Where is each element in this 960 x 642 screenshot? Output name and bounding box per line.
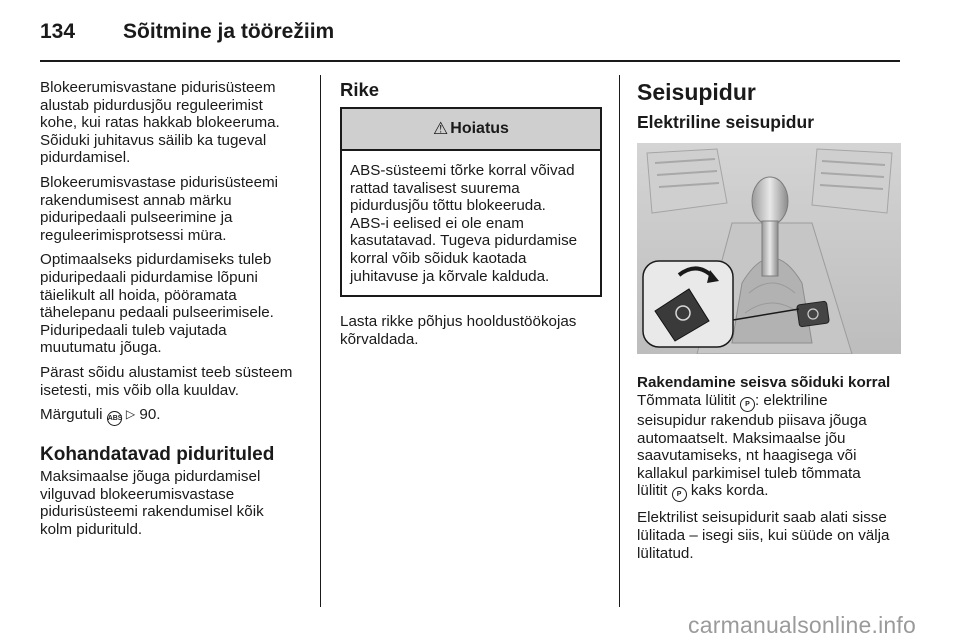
text-line: kallakul parkimisel tuleb tõmmata [637,464,861,482]
paragraph-always-engage [637,509,903,562]
text-segment: : elektriline [754,392,828,409]
text-line [637,392,903,412]
subheading-electric-parking-brake: Elektriline seisupidur [637,112,814,132]
text-segment: Märgutuli [40,406,107,424]
text-line: pidurdamisel. [40,149,131,167]
text-line: ABS-süsteemi tõrke korral võivad [350,162,575,179]
text-line: kolm pidurituld. [40,520,143,538]
paragraph-warning-light [40,406,308,426]
console-illustration [637,143,901,354]
column-2 [340,79,602,355]
text-line: muutumatu jõuga. [40,339,162,357]
text-line: Optimaalseks pidurdamiseks tuleb [40,251,272,269]
page-title: Sõitmine ja töörežiim [123,20,335,43]
text-segment: lülitit [637,482,672,500]
warning-body [342,151,600,295]
paragraph-adaptive-brake-lights [40,468,308,538]
text-line: lülitatud. [637,544,694,562]
warning-box [340,107,602,297]
text-line: kasutatavad. Tugeva pidurdamise [350,232,578,250]
section-heading-parking-brake: Seisupidur [637,79,756,105]
text-line: Blokeerumisvastane pidurisüsteem [40,79,276,96]
text-line: rattad tavalisest suurema [350,179,520,197]
subsection-heading-stationary-apply: Rakendamine seisva sõiduki korral [637,374,891,391]
text-line: Elektrilist seisupidurit saab alati sisse [637,509,887,527]
text-line: pidurisüsteemi rakendumisel kõik [40,503,264,521]
paragraph-apply-brake [637,392,903,502]
parking-brake-switch-icon: P [740,397,755,412]
text-line: juhitavuse ja kõrvale kalduda. [350,267,550,285]
text-segment: Tõmmata lülitit [637,392,740,409]
warning-triangle-icon: ⚠ [433,119,449,139]
column-divider-2 [619,75,620,607]
paragraph-optimal-braking [40,251,308,357]
text-line: alustab pidurdusjõu reguleerimist [40,96,263,114]
text-line: vilguvad blokeerumisvastase [40,485,235,503]
page-number: 134 [40,20,76,43]
text-line: Maksimaalse jõuga pidurdamisel [40,468,261,486]
text-line: rakendumisest annab märku [40,191,232,209]
text-line: saavutamiseks, nt haagisega või [637,447,857,465]
text-line: Sõiduki juhitavus säilib ka tugeval [40,131,267,149]
section-heading-fault: Rike [340,79,380,100]
text-segment: kaks korda. [686,482,769,500]
paragraph-abs-intro [40,79,308,167]
column-divider-1 [320,75,321,607]
warning-title: Hoiatus [450,120,509,138]
text-line: piduripedaali pulseerimine ja [40,209,233,227]
text-line: pidurdusjõu tõttu blokeeruda. [350,197,546,215]
watermark: carmanualsonline.info [688,612,916,638]
warning-header [342,109,600,151]
text-line: ABS-i eelised ei ole enam [350,214,524,232]
parking-brake-switch-icon: P [672,487,687,502]
text-line: Blokeerumisvastase pidurisüsteemi [40,173,279,191]
parking-brake-switch-illustration [637,143,901,354]
page-header [40,16,900,56]
text-line: Pärast sõidu alustamist teeb süsteem [40,363,293,381]
text-line: isetesti, mis võib olla kuuldav. [40,381,239,399]
text-line: reguleerimisprotsessi müra. [40,226,227,244]
text-line: Piduripedaali tuleb vajutada [40,321,227,339]
text-line [637,482,903,502]
page-reference-arrow-icon: ▷ [125,407,136,422]
text-line: piduripedaali pidurdamise lõpuni [40,268,258,286]
text-line: kohe, kui ratas hakkab blokeeruma. [40,114,280,132]
text-line: tähelepanu pedaali pulseerimisele. [40,304,274,322]
text-line: täielikult all hoida, pööramata [40,286,237,304]
text-line: seisupidur rakendub piisava jõuga [637,412,867,429]
page-reference-link[interactable]: 90. [135,406,161,424]
abs-warning-light-icon: ABS [107,411,122,426]
text-line: korral võib sõiduk kaotada [350,249,527,267]
paragraph-fault-repair [340,313,602,348]
text-line: Lasta rikke põhjus hooldustöökojas [340,313,577,331]
column-1 [40,79,308,545]
paragraph-abs-signal [40,174,308,244]
paragraph-self-test [40,364,308,399]
text-line: lülitada – isegi siis, kui süüde on välja [637,526,890,544]
section-heading-adaptive-brake-lights: Kohandatavad pidurituled [40,444,275,466]
text-line: kõrvaldada. [340,330,419,348]
header-rule [40,60,900,62]
column-3 [637,79,903,569]
text-line: automaatselt. Maksimaalse jõu [637,429,846,447]
